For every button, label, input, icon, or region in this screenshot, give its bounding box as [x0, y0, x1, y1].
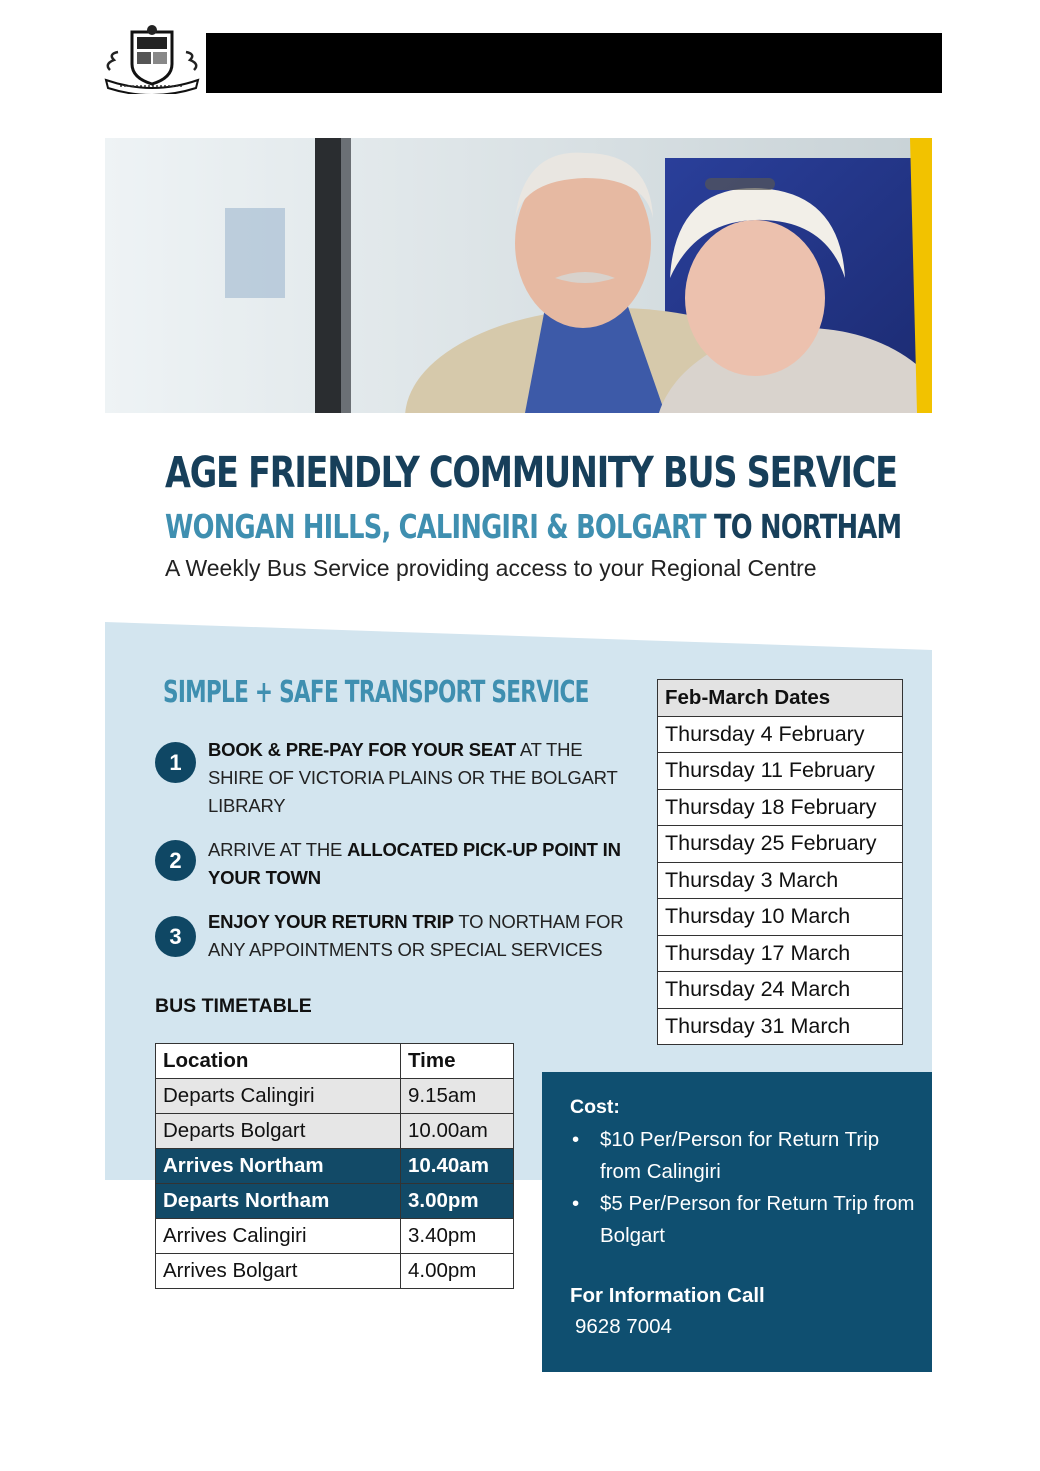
row-location: Departs Calingiri — [156, 1079, 401, 1114]
step-2-text — [208, 836, 638, 892]
step-1-rest: AT THE SHIRE OF VICTORIA PLAINS OR THE BOLGART LIBRARY — [208, 739, 618, 816]
date-cell: Thursday 3 March — [658, 862, 903, 899]
date-row — [658, 972, 903, 1009]
table-row-highlighted — [156, 1184, 514, 1219]
cost-list — [570, 1124, 920, 1252]
date-row — [658, 1008, 903, 1045]
step-2-bold: ALLOCATED PICK-UP POINT IN YOUR TOWN — [208, 839, 621, 888]
date-row — [658, 935, 903, 972]
cost-info-box — [542, 1072, 932, 1372]
table-row — [156, 1114, 514, 1149]
step-1-bold: BOOK & PRE-PAY FOR YOUR SEAT — [208, 739, 516, 760]
step-1-number: 1 — [155, 742, 196, 783]
row-time: 4.00pm — [401, 1254, 514, 1289]
table-row — [156, 1219, 514, 1254]
date-cell: Thursday 25 February — [658, 826, 903, 863]
dates-table — [657, 679, 903, 1045]
subtitle-towns: WONGAN HILLS, CALINGIRI & BOLGART — [165, 507, 706, 546]
date-row — [658, 826, 903, 863]
dates-header-row — [658, 680, 903, 717]
timetable-heading: BUS TIMETABLE — [155, 995, 312, 1017]
step-2-number: 2 — [155, 840, 196, 881]
date-cell: Thursday 18 February — [658, 789, 903, 826]
info-phone-number[interactable]: 9628 7004 — [575, 1315, 672, 1338]
row-location: Arrives Northam — [156, 1149, 401, 1184]
info-heading: For Information Call — [570, 1284, 765, 1307]
cost-heading: Cost: — [570, 1096, 620, 1118]
column-header-location: Location — [156, 1044, 401, 1079]
step-1-text — [208, 736, 638, 820]
date-row — [658, 789, 903, 826]
cost-item — [570, 1124, 920, 1187]
date-row — [658, 862, 903, 899]
date-cell: Thursday 17 March — [658, 935, 903, 972]
table-row-highlighted — [156, 1149, 514, 1184]
table-header-row — [156, 1044, 514, 1079]
date-cell: Thursday 4 February — [658, 716, 903, 753]
date-row — [658, 899, 903, 936]
step-3-rest: TO NORTHAM FOR ANY APPOINTMENTS OR SPECIAL SERVICES — [208, 911, 624, 960]
date-cell: Thursday 24 March — [658, 972, 903, 1009]
section-heading: SIMPLE + SAFE TRANSPORT SERVICE — [163, 675, 589, 710]
cost-item-text: $10 Per/Person for Return Trip from Calingiri — [600, 1128, 880, 1183]
dates-heading: Feb-March Dates — [658, 680, 903, 717]
bullet-icon: • — [572, 1192, 580, 1215]
row-time: 9.15am — [401, 1079, 514, 1114]
row-location: Arrives Bolgart — [156, 1254, 401, 1289]
row-time: 10.00am — [401, 1114, 514, 1149]
tagline: A Weekly Bus Service providing access to your Regional Centre — [165, 555, 817, 581]
row-location: Departs Bolgart — [156, 1114, 401, 1149]
date-cell: Thursday 10 March — [658, 899, 903, 936]
page-title: AGE FRIENDLY COMMUNITY BUS SERVICE — [165, 448, 897, 498]
step-3-number: 3 — [155, 916, 196, 957]
table-row — [156, 1079, 514, 1114]
cost-item-text: $5 Per/Person for Return Trip from Bolgart — [600, 1192, 915, 1247]
page-subtitle — [165, 507, 901, 546]
date-row — [658, 716, 903, 753]
cost-item — [570, 1188, 920, 1251]
step-3-bold: ENJOY YOUR RETURN TRIP — [208, 911, 454, 932]
table-row — [156, 1254, 514, 1289]
column-header-time: Time — [401, 1044, 514, 1079]
row-time: 3.00pm — [401, 1184, 514, 1219]
row-time: 3.40pm — [401, 1219, 514, 1254]
date-cell: Thursday 31 March — [658, 1008, 903, 1045]
date-row — [658, 753, 903, 790]
step-2-pre: ARRIVE AT THE — [208, 839, 348, 860]
subtitle-destination: TO NORTHAM — [713, 507, 902, 546]
bus-timetable — [155, 1043, 514, 1289]
row-location: Arrives Calingiri — [156, 1219, 401, 1254]
step-3-text — [208, 908, 638, 964]
row-location: Departs Northam — [156, 1184, 401, 1219]
date-cell: Thursday 11 February — [658, 753, 903, 790]
row-time: 10.40am — [401, 1149, 514, 1184]
bullet-icon: • — [572, 1128, 580, 1151]
